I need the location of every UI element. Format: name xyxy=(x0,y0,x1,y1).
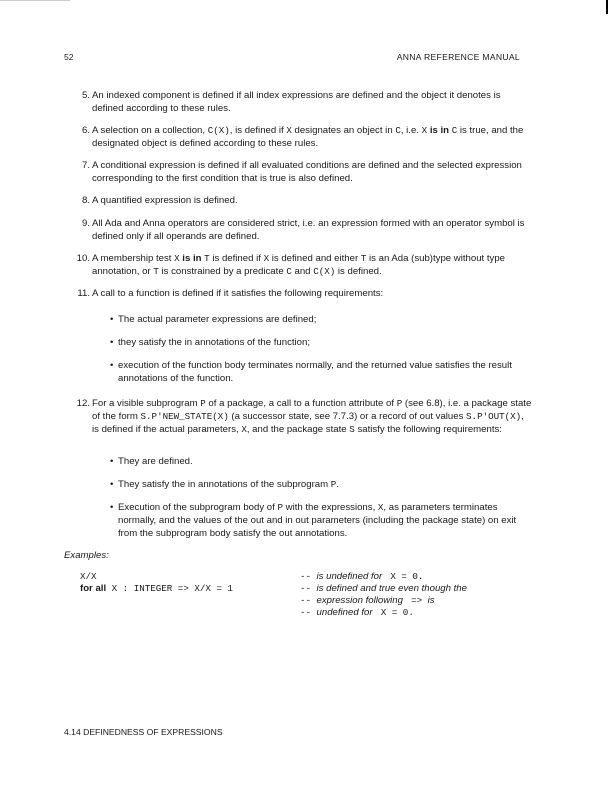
text-segment: is undefined for xyxy=(316,571,385,582)
bullet-icon: • xyxy=(110,314,114,325)
code-text: X xyxy=(421,125,428,136)
numbered-item xyxy=(81,124,532,150)
code-text: -- xyxy=(300,583,317,594)
bullet-icon: • xyxy=(110,337,114,348)
code-text: P xyxy=(330,479,337,490)
item-number: 12. xyxy=(76,398,90,409)
text-segment: expression following xyxy=(316,595,406,606)
item-number: 10. xyxy=(76,253,90,264)
code-text: S.P'OUT(X) xyxy=(466,411,522,422)
numbered-item xyxy=(77,287,532,300)
bullet-item xyxy=(110,336,532,349)
text-segment: Execution of the subprogram body of xyxy=(118,502,278,513)
bullet-icon: • xyxy=(110,479,114,490)
text-segment: (a successor state, see 7.7.3) or a record of out values xyxy=(228,411,467,422)
text-segment: . xyxy=(336,479,339,490)
code-text: X : INTEGER => X/X = 1 xyxy=(106,583,233,594)
item-number: 8. xyxy=(81,195,90,206)
text-segment: undefined for xyxy=(316,607,376,618)
scan-mark xyxy=(606,0,608,14)
numbered-item xyxy=(81,217,532,243)
bullet-item xyxy=(110,313,532,326)
item-number: 9. xyxy=(81,218,90,229)
text-segment: An indexed component is defined if all index expressions are defined and the object it denotes is defined according to these rules. xyxy=(92,90,501,114)
text-segment: , is defined if xyxy=(229,125,287,136)
text-segment: and xyxy=(291,266,314,277)
text-segment: , as parameters terminates normally, and the values of the out and in out parameters (including the package state) on exit from the subprogram body satisfy the out annotations. xyxy=(118,502,517,539)
text-segment: A conditional expression is defined if all evaluated conditions are defined and the selected expression corresponding to the first condition that is true is also defined. xyxy=(92,160,522,184)
code-text: X = 0. xyxy=(375,607,414,618)
code-text: => xyxy=(405,595,428,606)
examples-label: Examples: xyxy=(64,550,109,561)
text-segment: (see 6.8), i.e. a package state of the form xyxy=(92,398,532,422)
text-segment: , i.e. xyxy=(400,125,422,136)
code-text: P xyxy=(200,398,206,409)
keyword-text: is in xyxy=(427,125,452,136)
code-text: X xyxy=(174,253,180,264)
bullet-item xyxy=(110,501,532,540)
code-text: P xyxy=(396,398,403,409)
code-text: -- xyxy=(300,607,317,618)
text-segment: is xyxy=(427,595,435,606)
text-segment: they satisfy the in annotations of the function; xyxy=(118,337,310,348)
bullet-icon: • xyxy=(110,456,114,467)
text-segment: with the expressions, xyxy=(282,502,378,513)
code-text: -- xyxy=(300,595,317,606)
text-segment: is defined and true even though the xyxy=(316,583,467,594)
bullet-icon: • xyxy=(110,502,114,513)
text-segment: is defined if xyxy=(209,253,264,264)
numbered-item xyxy=(76,397,532,436)
bullet-icon: • xyxy=(110,360,114,371)
code-text: S.P'NEW_STATE(X) xyxy=(140,411,229,422)
text-segment: They are defined. xyxy=(118,456,193,467)
code-text: X xyxy=(241,424,247,435)
numbered-item xyxy=(81,159,532,185)
text-segment: , and the package state xyxy=(246,424,350,435)
code-text: C xyxy=(395,125,401,136)
keyword-text: for all xyxy=(80,583,107,594)
code-text: X xyxy=(263,253,270,264)
bullet-item xyxy=(110,478,532,491)
code-text: C(X) xyxy=(313,266,336,277)
code-text: S xyxy=(349,424,355,435)
text-segment: execution of the function body terminates normally, and the returned value satisfies the result annotations of the function. xyxy=(118,360,512,384)
code-text: X/X xyxy=(80,571,97,582)
text-segment: For a visible subprogram xyxy=(92,398,201,409)
code-text: C(X) xyxy=(207,125,230,136)
text-segment: All Ada and Anna operators are considered strict, i.e. an expression formed with an operator symbol is defined only if all operands are defined. xyxy=(92,218,525,242)
text-segment: designates an object in xyxy=(291,125,396,136)
code-text: X xyxy=(377,502,384,513)
code-text: T xyxy=(153,266,159,277)
text-segment: The actual parameter expressions are defined; xyxy=(118,314,317,325)
code-text: T xyxy=(204,253,210,264)
text-segment: , is defined if the actual parameters, xyxy=(92,411,524,435)
text-segment: They satisfy the in annotations of the subprogram xyxy=(118,479,331,490)
item-number: 5. xyxy=(81,90,90,101)
code-comment xyxy=(300,606,414,619)
item-number: 6. xyxy=(81,125,90,136)
code-text: X xyxy=(286,125,292,136)
text-segment: is constrained by a predicate xyxy=(158,266,287,277)
text-segment: of a package, a call to a function attribute of xyxy=(205,398,397,409)
text-segment: A selection on a collection, xyxy=(92,125,208,136)
bullet-item xyxy=(110,359,532,385)
code-text: C xyxy=(286,266,292,277)
code-text: C xyxy=(451,125,458,136)
text-segment: A call to a function is defined if it satisfies the following requirements: xyxy=(92,288,384,299)
item-number: 7. xyxy=(81,160,90,171)
code-text: -- xyxy=(300,571,317,582)
keyword-text: is in xyxy=(179,253,205,264)
numbered-item xyxy=(76,252,532,278)
text-segment: A membership test xyxy=(92,253,175,264)
numbered-item xyxy=(81,194,532,207)
text-segment: satisfy the following requirements: xyxy=(354,424,502,435)
text-segment: A quantified expression is defined. xyxy=(92,195,238,206)
text-segment: is true, and the designated object is defined according to these rules. xyxy=(92,125,524,149)
text-segment: is an Ada (sub)type without type annotation, or xyxy=(92,253,505,277)
footer-section-title: 4.14 DEFINEDNESS OF EXPRESSIONS xyxy=(64,727,223,737)
scan-edge xyxy=(0,0,70,1)
code-text: X = 0. xyxy=(384,571,424,582)
text-segment: is defined. xyxy=(335,266,382,277)
code-text: P xyxy=(277,502,283,513)
bullet-item xyxy=(110,455,532,468)
running-title: ANNA REFERENCE MANUAL xyxy=(396,52,520,62)
code-line xyxy=(80,582,233,595)
numbered-item xyxy=(81,89,532,115)
page-number: 52 xyxy=(64,52,74,62)
text-segment: is defined and either xyxy=(269,253,361,264)
item-number: 11. xyxy=(77,288,90,299)
code-text: T xyxy=(360,253,367,264)
